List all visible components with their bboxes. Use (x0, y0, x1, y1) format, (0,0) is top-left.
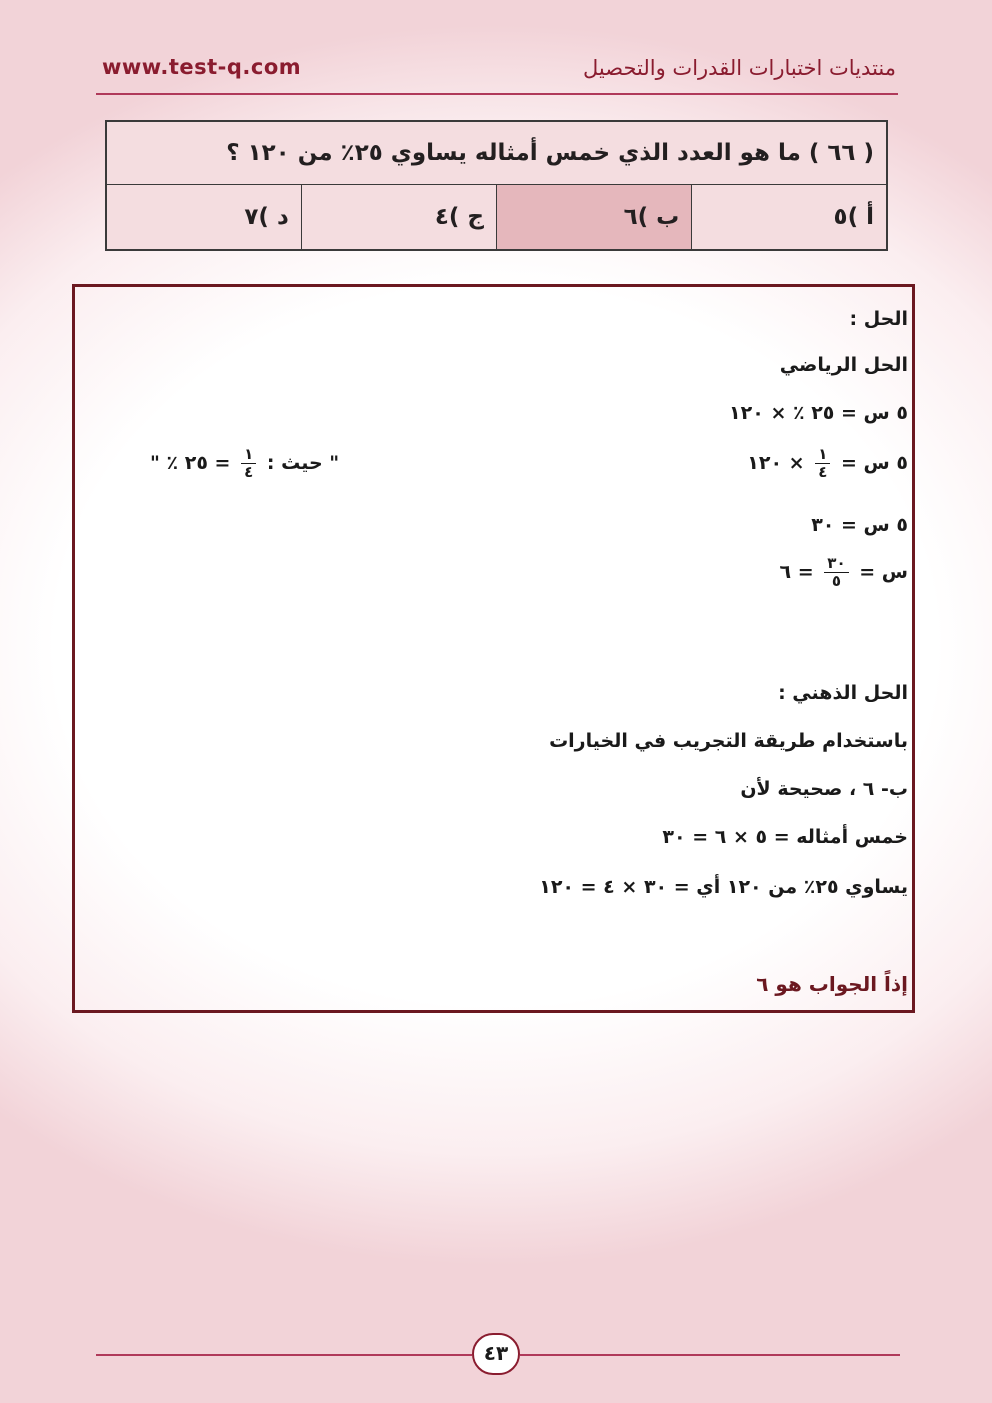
option-c[interactable]: ج )٤ (301, 185, 496, 251)
option-d[interactable]: د )٧ (106, 185, 301, 251)
fraction-thirty-fifths (824, 555, 848, 590)
option-b[interactable]: ب )٦ (497, 185, 692, 251)
math-step-2-left: ٥ س = (841, 452, 908, 474)
math-step-1: ٥ س = ٢٥ ٪ × ١٢٠ (729, 402, 908, 424)
math-solution-heading: الحل الرياضي (779, 354, 908, 376)
fraction-numerator: ٣٠ (824, 555, 848, 573)
note-quarter (150, 446, 339, 481)
mental-step-1: باستخدام طريقة التجريب في الخيارات (549, 730, 908, 752)
math-step-4-right: = ٦ (779, 561, 814, 583)
note-fraction (241, 446, 256, 481)
fraction-denominator: ٥ (831, 572, 842, 590)
page-number: ٤٣ (472, 1333, 520, 1375)
solution-box (72, 284, 915, 1013)
header-divider (96, 93, 898, 95)
option-a[interactable]: أ )٥ (692, 185, 887, 251)
math-step-2 (747, 446, 908, 481)
note-numerator: ١ (241, 446, 256, 464)
final-answer: إذاً الجواب هو ٦ (756, 972, 908, 996)
solution-heading: الحل : (849, 308, 908, 330)
mental-solution-heading: الحل الذهني : (778, 682, 908, 704)
note-prefix: " حيث : (266, 452, 340, 474)
site-url[interactable]: www.test-q.com (102, 55, 302, 79)
mental-step-2: ب- ٦ ، صحيحة لأن (740, 778, 908, 800)
fraction-denominator: ٤ (818, 463, 828, 481)
forum-title: منتديات اختبارات القدرات والتحصيل (583, 56, 896, 80)
fraction-quarter (815, 446, 830, 481)
question-table (105, 120, 888, 251)
math-step-2-right: × ١٢٠ (747, 452, 805, 474)
math-step-3: ٥ س = ٣٠ (811, 514, 908, 536)
fraction-numerator: ١ (815, 446, 830, 464)
footer-divider-right (520, 1354, 900, 1356)
note-denominator: ٤ (244, 463, 254, 481)
math-step-4 (780, 555, 908, 590)
question-text: ( ٦٦ ) ما هو العدد الذي خمس أمثاله يساوي ٢٥٪ من ١٢٠ ؟ (106, 121, 887, 185)
footer-divider-left (96, 1354, 472, 1356)
mental-step-3: خمس أمثاله = ٥ × ٦ = ٣٠ (662, 826, 908, 848)
note-suffix: = ٢٥ ٪ " (150, 452, 231, 474)
mental-step-4: يساوي ٢٥٪ من ١٢٠ أي = ٣٠ × ٤ = ١٢٠ (539, 876, 908, 898)
math-step-4-left: س = (859, 561, 908, 583)
